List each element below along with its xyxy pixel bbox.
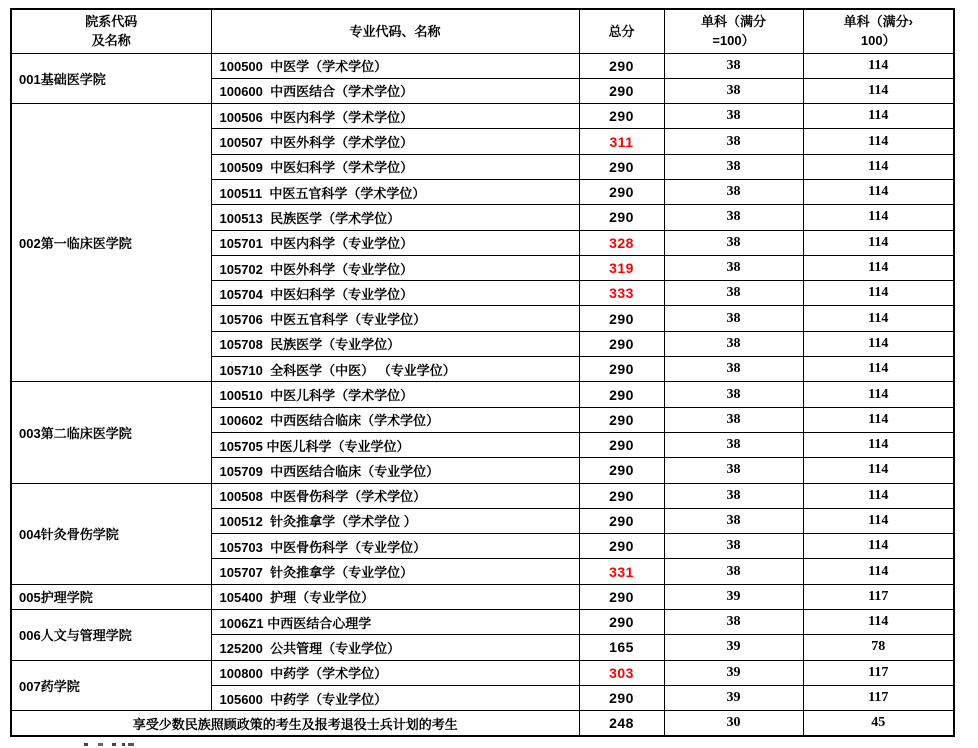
total-score-cell: 290 [579, 306, 664, 331]
total-score-cell: 290 [579, 104, 664, 129]
major-cell: 105400 护理（专业学位） [211, 584, 579, 609]
single-subject-gt100-cell: 117 [803, 584, 954, 609]
header-major: 专业代码、名称 [211, 9, 579, 53]
single-subject-100-cell: 38 [664, 382, 803, 407]
single-subject-gt100-cell: 114 [803, 534, 954, 559]
single-subject-gt100-cell: 114 [803, 255, 954, 280]
total-score-cell: 290 [579, 357, 664, 382]
single-subject-100-cell: 38 [664, 508, 803, 533]
single-subject-gt100-cell: 114 [803, 205, 954, 230]
single-subject-100-cell: 39 [664, 660, 803, 685]
table-header [11, 9, 954, 53]
single-subject-100-cell: 38 [664, 407, 803, 432]
special-policy-total: 248 [579, 711, 664, 736]
major-cell: 105709 中西医结合临床（专业学位） [211, 458, 579, 483]
single-subject-gt100-cell: 114 [803, 78, 954, 103]
department-cell: 007药学院 [11, 660, 211, 711]
header-row [11, 9, 954, 53]
header-single-subject-100-line2: =100） [712, 33, 755, 49]
header-total-score: 总分 [579, 9, 664, 53]
single-subject-gt100-cell: 114 [803, 230, 954, 255]
single-subject-100-cell: 39 [664, 584, 803, 609]
table-row [11, 104, 954, 129]
single-subject-100-cell: 38 [664, 306, 803, 331]
total-score-cell: 290 [579, 53, 664, 78]
total-score-cell: 290 [579, 407, 664, 432]
single-subject-100-cell: 38 [664, 53, 803, 78]
total-score-cell: 290 [579, 584, 664, 609]
single-subject-gt100-cell: 117 [803, 660, 954, 685]
single-subject-100-cell: 38 [664, 559, 803, 584]
header-single-subject-gt100-line2: 100） [860, 33, 896, 49]
major-cell: 100509 中医妇科学（学术学位） [211, 154, 579, 179]
single-subject-gt100-cell: 114 [803, 432, 954, 457]
table-row [11, 660, 954, 685]
header-department [11, 9, 211, 53]
score-table [10, 8, 955, 737]
total-score-cell: 290 [579, 78, 664, 103]
single-subject-100-cell: 39 [664, 685, 803, 710]
single-subject-gt100-cell: 114 [803, 281, 954, 306]
major-cell: 105703 中医骨伤科学（专业学位） [211, 534, 579, 559]
table-row [11, 610, 954, 635]
single-subject-100-cell: 38 [664, 357, 803, 382]
major-cell: 100800 中药学（学术学位） [211, 660, 579, 685]
total-score-cell: 290 [579, 508, 664, 533]
single-subject-gt100-cell: 114 [803, 104, 954, 129]
single-subject-gt100-cell: 114 [803, 407, 954, 432]
major-cell: 1006Z1 中西医结合心理学 [211, 610, 579, 635]
single-subject-100-cell: 38 [664, 331, 803, 356]
header-single-subject-gt100 [803, 9, 954, 53]
major-cell: 105706 中医五官科学（专业学位） [211, 306, 579, 331]
single-subject-100-cell: 38 [664, 129, 803, 154]
single-subject-100-cell: 38 [664, 483, 803, 508]
single-subject-100-cell: 38 [664, 230, 803, 255]
total-score-cell: 165 [579, 635, 664, 660]
table-body [11, 53, 954, 711]
single-subject-100-cell: 38 [664, 534, 803, 559]
single-subject-gt100-cell: 114 [803, 508, 954, 533]
header-single-subject-gt100-line1: 单科（满分› [843, 14, 913, 30]
total-score-cell: 311 [579, 129, 664, 154]
single-subject-100-cell: 38 [664, 458, 803, 483]
total-score-cell: 331 [579, 559, 664, 584]
table-row [11, 584, 954, 609]
single-subject-gt100-cell: 114 [803, 483, 954, 508]
major-cell: 100507 中医外科学（学术学位） [211, 129, 579, 154]
single-subject-100-cell: 38 [664, 281, 803, 306]
total-score-cell: 290 [579, 179, 664, 204]
major-cell: 105710 全科医学（中医） （专业学位） [211, 357, 579, 382]
department-cell: 003第二临床医学院 [11, 382, 211, 483]
clipped-text-fragment [84, 742, 136, 748]
single-subject-gt100-cell: 114 [803, 306, 954, 331]
special-policy-subgt100: 45 [803, 711, 954, 736]
single-subject-100-cell: 38 [664, 432, 803, 457]
special-policy-sub100: 30 [664, 711, 803, 736]
total-score-cell: 290 [579, 205, 664, 230]
total-score-cell: 328 [579, 230, 664, 255]
total-score-cell: 290 [579, 382, 664, 407]
major-cell: 100500 中医学（学术学位） [211, 53, 579, 78]
header-department-line1: 院系代码 [85, 14, 138, 30]
total-score-cell: 333 [579, 281, 664, 306]
single-subject-gt100-cell: 114 [803, 154, 954, 179]
single-subject-100-cell: 38 [664, 104, 803, 129]
major-cell: 105702 中医外科学（专业学位） [211, 255, 579, 280]
department-cell: 001基础医学院 [11, 53, 211, 104]
single-subject-gt100-cell: 114 [803, 559, 954, 584]
major-cell: 100511 中医五官科学（学术学位） [211, 179, 579, 204]
single-subject-gt100-cell: 114 [803, 53, 954, 78]
single-subject-100-cell: 38 [664, 205, 803, 230]
header-department-line2: 及名称 [91, 33, 131, 49]
total-score-cell: 290 [579, 154, 664, 179]
single-subject-gt100-cell: 78 [803, 635, 954, 660]
department-cell: 006人文与管理学院 [11, 610, 211, 661]
single-subject-100-cell: 38 [664, 610, 803, 635]
total-score-cell: 290 [579, 432, 664, 457]
table-row [11, 483, 954, 508]
major-cell: 100600 中西医结合（学术学位） [211, 78, 579, 103]
single-subject-100-cell: 38 [664, 78, 803, 103]
major-cell: 100508 中医骨伤科学（学术学位） [211, 483, 579, 508]
table-footer [11, 711, 954, 736]
major-cell: 105708 民族医学（专业学位） [211, 331, 579, 356]
single-subject-gt100-cell: 114 [803, 357, 954, 382]
major-cell: 105705 中医儿科学（专业学位） [211, 432, 579, 457]
total-score-cell: 290 [579, 610, 664, 635]
major-cell: 105707 针灸推拿学（专业学位） [211, 559, 579, 584]
single-subject-gt100-cell: 117 [803, 685, 954, 710]
single-subject-gt100-cell: 114 [803, 610, 954, 635]
table-row [11, 382, 954, 407]
single-subject-100-cell: 38 [664, 179, 803, 204]
table-row [11, 53, 954, 78]
single-subject-gt100-cell: 114 [803, 458, 954, 483]
header-single-subject-100 [664, 9, 803, 53]
major-cell: 100510 中医儿科学（学术学位） [211, 382, 579, 407]
special-policy-row [11, 711, 954, 736]
major-cell: 105701 中医内科学（专业学位） [211, 230, 579, 255]
single-subject-gt100-cell: 114 [803, 179, 954, 204]
single-subject-gt100-cell: 114 [803, 382, 954, 407]
major-cell: 100512 针灸推拿学（学术学位 ） [211, 508, 579, 533]
single-subject-gt100-cell: 114 [803, 331, 954, 356]
total-score-cell: 319 [579, 255, 664, 280]
total-score-cell: 290 [579, 483, 664, 508]
special-policy-label: 享受少数民族照顾政策的考生及报考退役士兵计划的考生 [11, 711, 579, 736]
total-score-cell: 290 [579, 685, 664, 710]
total-score-cell: 290 [579, 331, 664, 356]
department-cell: 002第一临床医学院 [11, 104, 211, 382]
single-subject-100-cell: 39 [664, 635, 803, 660]
total-score-cell: 290 [579, 458, 664, 483]
major-cell: 100602 中西医结合临床（学术学位） [211, 407, 579, 432]
major-cell: 125200 公共管理（专业学位） [211, 635, 579, 660]
major-cell: 105600 中药学（专业学位） [211, 685, 579, 710]
single-subject-gt100-cell: 114 [803, 129, 954, 154]
single-subject-100-cell: 38 [664, 255, 803, 280]
department-cell: 005护理学院 [11, 584, 211, 609]
total-score-cell: 290 [579, 534, 664, 559]
single-subject-100-cell: 38 [664, 154, 803, 179]
header-single-subject-100-line1: 单科（满分 [700, 14, 766, 30]
major-cell: 105704 中医妇科学（专业学位） [211, 281, 579, 306]
total-score-cell: 303 [579, 660, 664, 685]
major-cell: 100506 中医内科学（学术学位） [211, 104, 579, 129]
department-cell: 004针灸骨伤学院 [11, 483, 211, 584]
major-cell: 100513 民族医学（学术学位） [211, 205, 579, 230]
